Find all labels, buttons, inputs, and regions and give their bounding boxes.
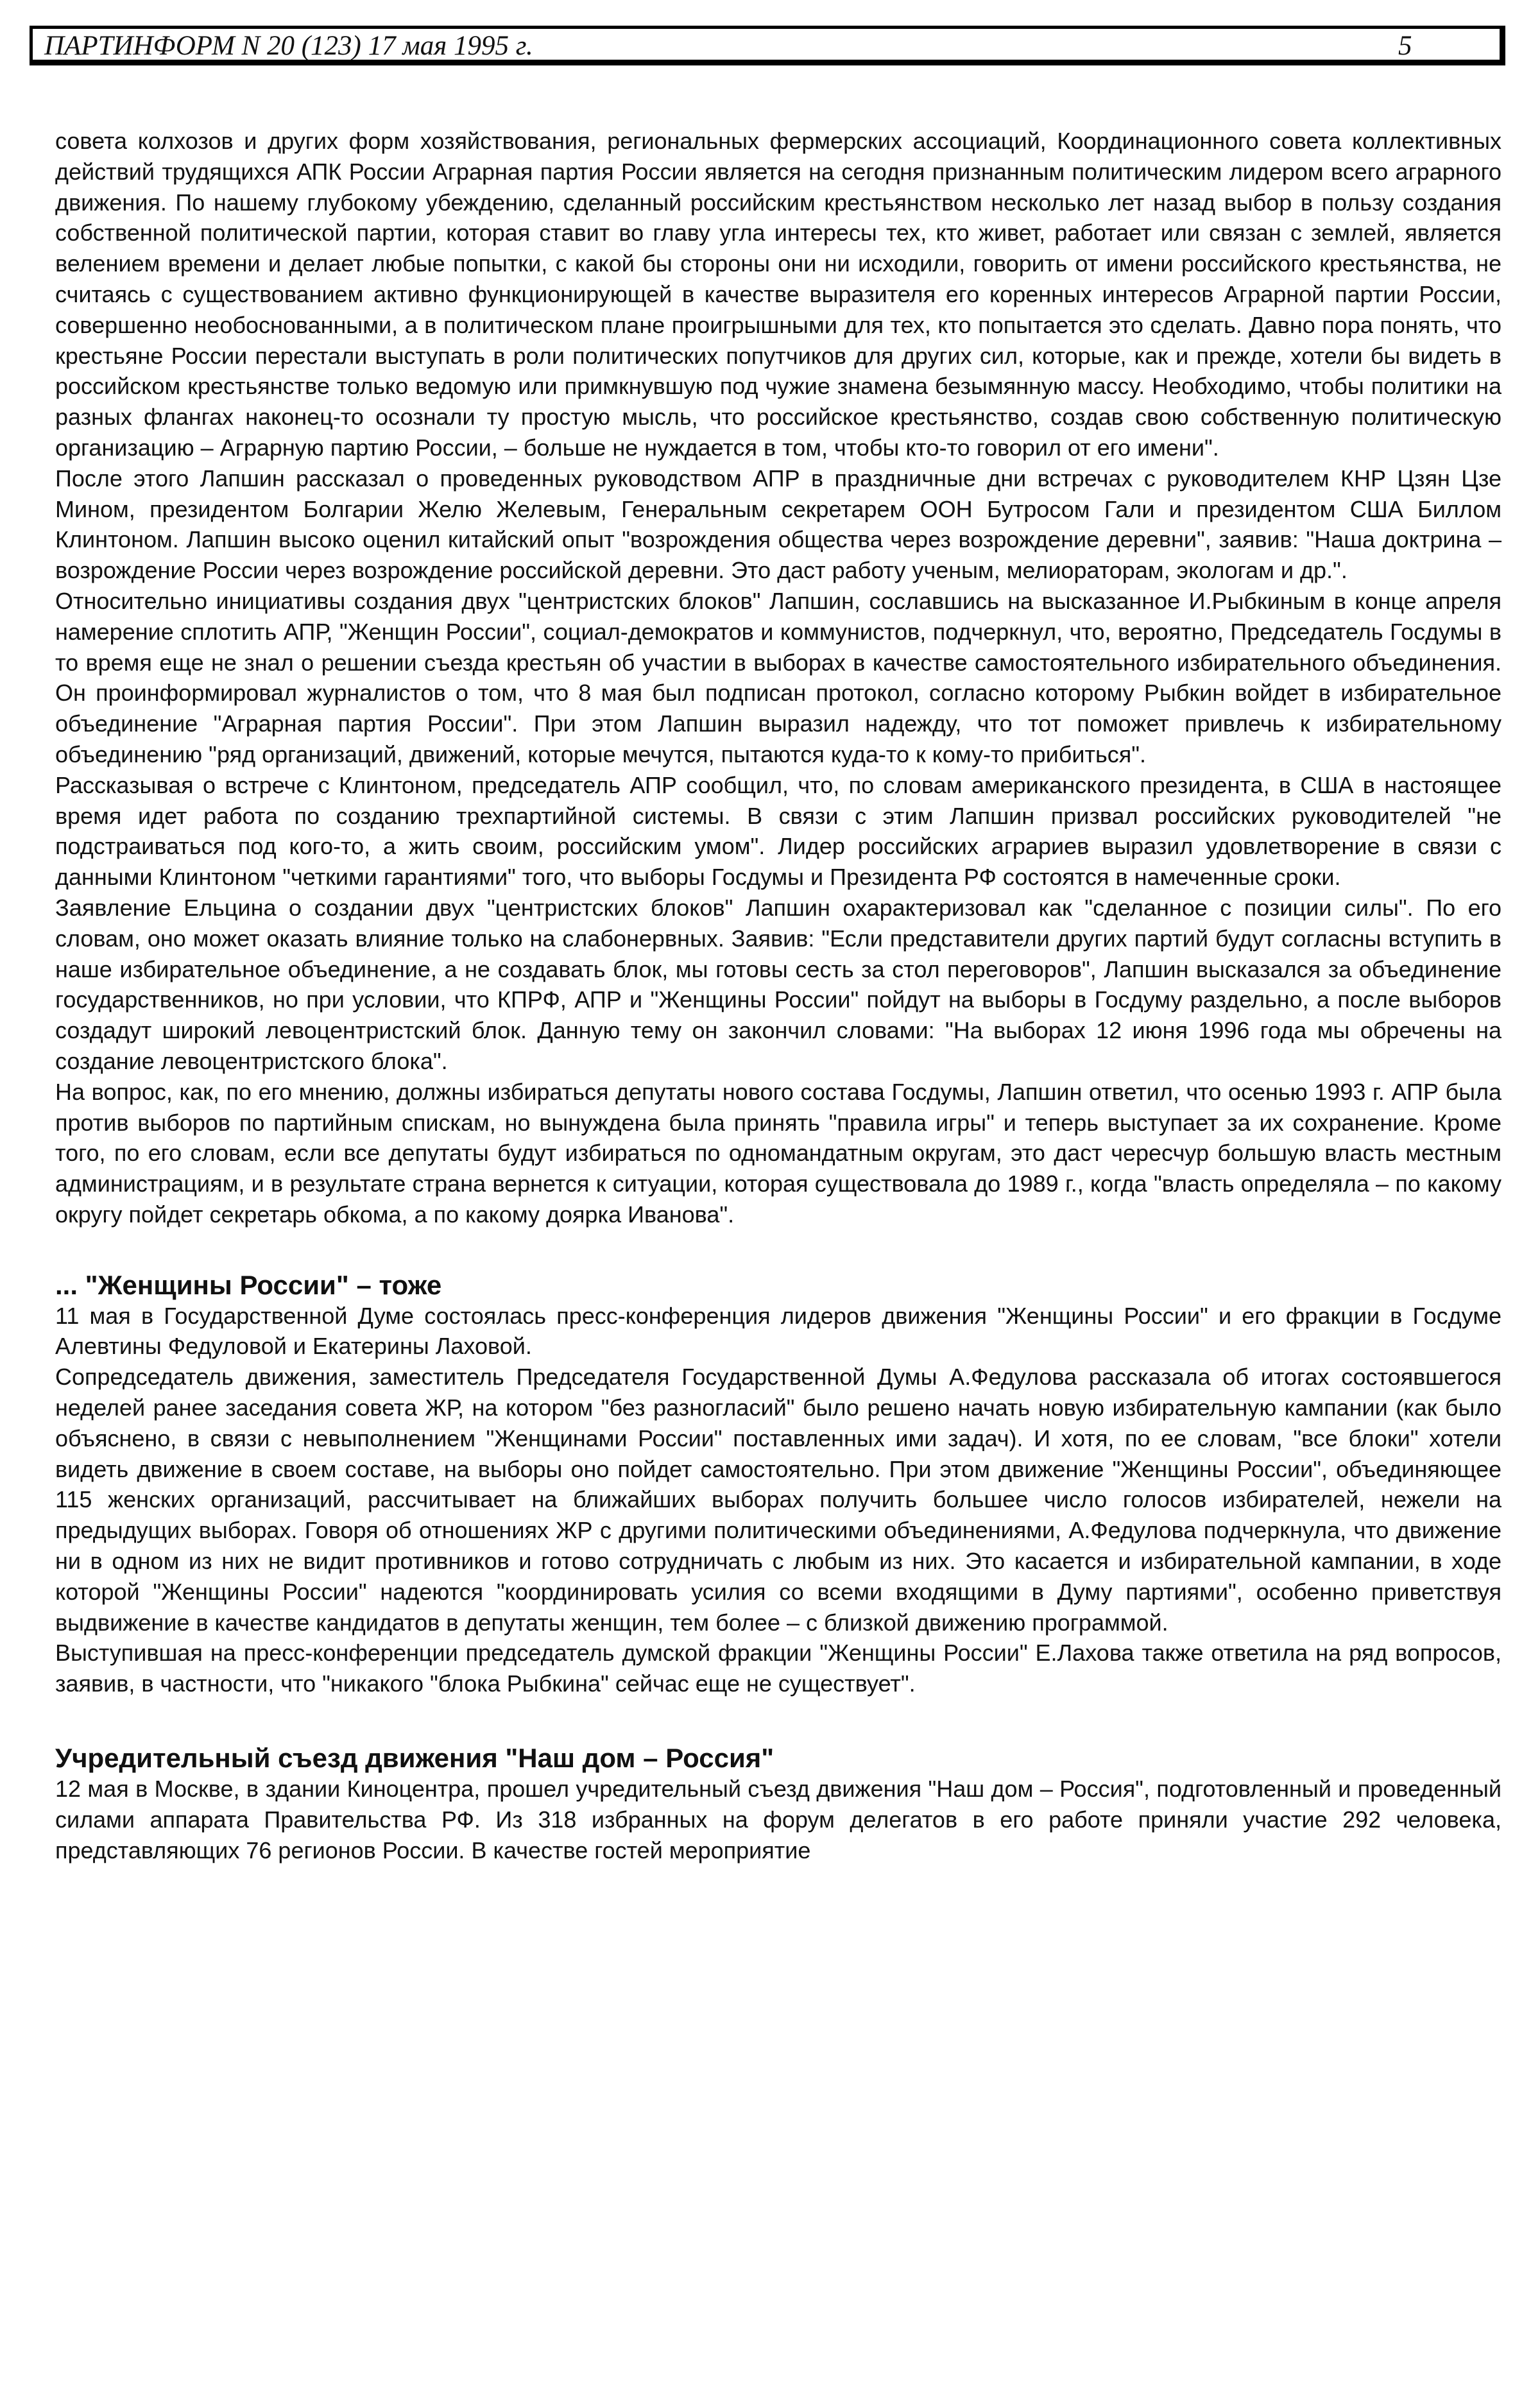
paragraph: После этого Лапшин рассказал о проведенных руководством АПР в праздничные дни встречах с руководителем КНР Цзян Цзе Мином, президентом Болгарии Желю Желевым, Генеральным секретарем ООН Бутросом Гали и президентом США Биллом Клинтоном. Лапшин высоко оценил китайский опыт "возрождения общества через возрождение деревни", заявив: "Наша доктрина – возрождение России через возрождение российской деревни. Это даст работу ученым, мелиораторам, экологам и др.".	[55, 465, 1502, 584]
paragraph: Относительно инициативы создания двух "центристских блоков" Лапшин, сославшись на высказанное И.Рыбкиным в конце апреля намерение сплотить АПР, "Женщин России", социал-демократов и коммунистов, подчеркнул, что, вероятно, Председатель Госдумы в то время еще не знал о решении съезда крестьян об участии в выборах в качестве самостоятельного избирательного объединения. Он проинформировал журналистов о том, что 8 мая был подписан протокол, согласно которому Рыбкин войдет в избирательное объединение "Аграрная партия России". При этом Лапшин выразил надежду, что тот поможет привлечь к избирательному объединению "ряд организаций, движений, которые мечутся, пытаются куда-то к кому-то прибиться".	[55, 587, 1502, 767]
paragraph: Заявление Ельцина о создании двух "центристских блоков" Лапшин охарактеризовал как "сделанное с позиции силы". По его словам, оно может оказать влияние только на слабонервных. Заявив: "Если представители других партий будут согласны вступить в наше избирательное объединение, а не создавать блок, мы готовы сесть за стол переговоров", Лапшин высказался за объединение государственников, но при условии, что КПРФ, АПР и "Женщины России" пойдут на выборы в Госдуму раздельно, а после выборов создадут широкий левоцентристский блок. Данную тему он закончил словами: "На выборах 12 июня 1996 года мы обречены на создание левоцентристского блока".	[55, 894, 1502, 1074]
section-our-home-russia	[55, 1743, 1502, 1865]
paragraph: На вопрос, как, по его мнению, должны избираться депутаты нового состава Госдумы, Лапшин ответил, что осенью 1993 г. АПР была против выборов по партийным спискам, но вынуждена была принять "правила игры" и теперь выступает за их сохранение. Кроме того, по его словам, если все депутаты будут избираться по одномандатным округам, это даст чересчур большую власть местным администрациям, и в результате страна вернется к ситуации, которая существовала до 1989 г., когда "власть определяла – по какому округу пойдет секретарь обкома, а по какому доярка Иванова".	[55, 1078, 1502, 1228]
section-women-of-russia	[55, 1270, 1502, 1699]
article-body	[55, 126, 1502, 1865]
paragraph: совета колхозов и других форм хозяйствования, региональных фермерских ассоциаций, Координационного совета коллективных действий трудящихся АПК России Аграрная партия России является на сегодня признанным политическим лидером всего аграрного движения. По нашему глубокому убеждению, сделанный российским крестьянством несколько лет назад выбор в пользу создания собственной политической партии, которая ставит во главу угла интересы тех, кто живет, работает или связан с землей, является велением времени и делает любые попытки, с какой бы стороны они ни исходили, говорить от имени российского крестьянства, не считаясь с существованием активно функционирующей в качестве выразителя его коренных интересов Аграрной партии России, совершенно необоснованными, а в политическом плане проигрышными для тех, кто попытается это сделать. Давно пора понять, что крестьяне России перестали выступать в роли политических попутчиков для других сил, которые, как и прежде, хотели бы видеть в российском крестьянстве только ведомую или примкнувшую под чужие знамена безымянную массу. Необходимо, чтобы политики на разных флангах наконец-то осознали ту простую мысль, что российское крестьянство, создав свою собственную политическую организацию – Аграрную партию России, – больше не нуждается в том, чтобы кто-то говорил от его имени".	[55, 128, 1502, 461]
paragraph: Выступившая на пресс-конференции председатель думской фракции "Женщины России" Е.Лахова также ответила на ряд вопросов, заявив, в частности, что "никакого "блока Рыбкина" сейчас еще не существует".	[55, 1640, 1502, 1697]
publication-title: ПАРТИНФОРМ N 20 (123) 17 мая 1995 г.	[44, 31, 533, 61]
paragraph: 11 мая в Государственной Думе состоялась пресс-конференция лидеров движения "Женщины России" и его фракции в Госдуме Алевтины Федуловой и Екатерины Лаховой.	[55, 1302, 1502, 1360]
page-header	[30, 26, 1505, 65]
paragraph: Сопредседатель движения, заместитель Председателя Государственной Думы А.Федулова рассказала об итогах состоявшегося неделей ранее заседания совета ЖР, на котором "без разногласий" было решено начать новую избирательную кампании (как было объяснено, в связи с невыполнением "Женщинами России" поставленных ими задач). И хотя, по ее словам, "все блоки" хотели видеть движение в своем составе, на выборы оно пойдет самостоятельно. При этом движение "Женщины России", объединяющее 115 женских организаций, рассчитывает на ближайших выборах получить большее число голосов избирателей, нежели на предыдущих выборах. Говоря об отношениях ЖР с другими политическими объединениями, А.Федулова подчеркнула, что движение ни в одном из них не видит противников и готово сотрудничать с любым из них. Это касается и избирательной кампании, в ходе которой "Женщины России" надеются "координировать усилия со всеми входящими в Думу партиями", особенно приветствуя выдвижение в качестве кандидатов в депутаты женщин, тем более – с близкой движению программой.	[55, 1364, 1502, 1636]
paragraph: 12 мая в Москве, в здании Киноцентра, прошел учредительный съезд движения "Наш дом – Россия", подготовленный и проведенный силами аппарата Правительства РФ. Из 318 избранных на форум делегатов в его работе приняли участие 292 человека, представляющих 76 регионов России. В качестве гостей мероприятие	[55, 1776, 1502, 1864]
section-heading: ... "Женщины России" – тоже	[55, 1269, 442, 1300]
section-heading: Учредительный съезд движения "Наш дом – Россия"	[55, 1743, 774, 1774]
paragraph: Рассказывая о встрече с Клинтоном, председатель АПР сообщил, что, по словам американского президента, в США в настоящее время идет работа по созданию трехпартийной системы. В связи с этим Лапшин призвал российских руководителей "не подстраиваться под кого-то, а жить своим, российским умом". Лидер российских аграриев выразил удовлетворение в связи с данными Клинтоном "четкими гарантиями" того, что выборы Госдумы и Президента РФ состоятся в намеченные сроки.	[55, 771, 1502, 891]
page-number: 5	[1398, 31, 1412, 61]
section-continuation	[55, 126, 1502, 1230]
